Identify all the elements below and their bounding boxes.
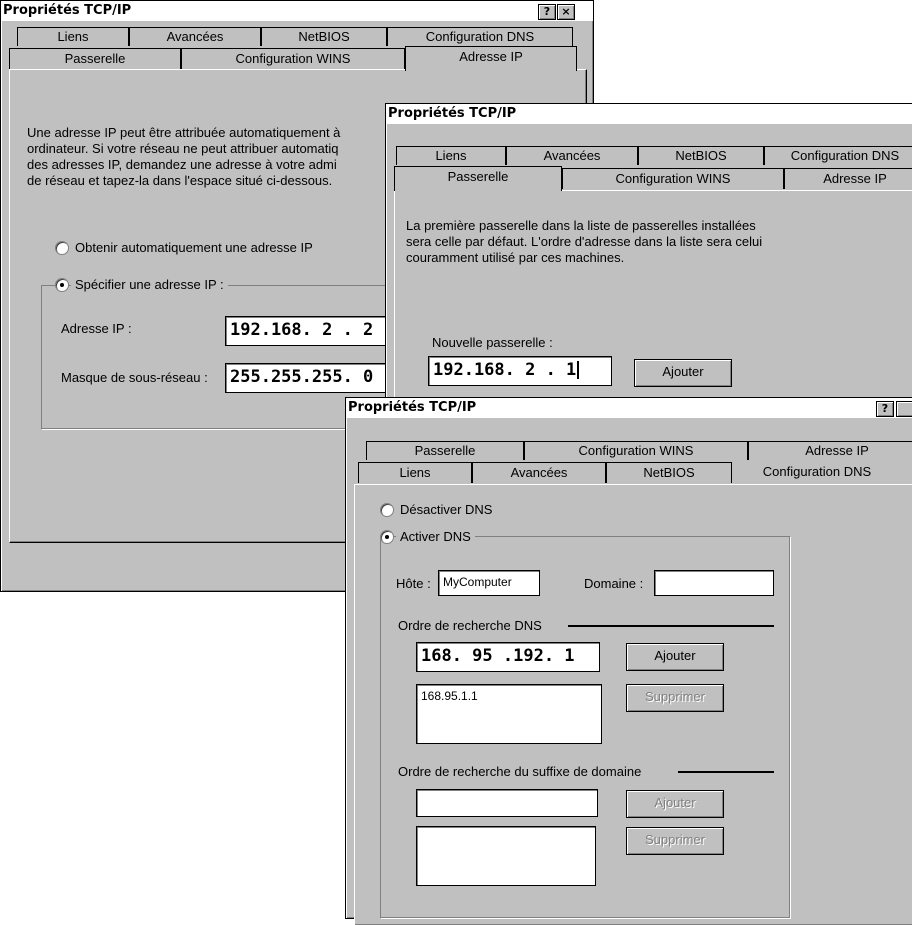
domain-field[interactable] <box>654 570 774 596</box>
subnet-mask-label: Masque de sous-réseau : <box>61 370 208 385</box>
dns-server-list[interactable] <box>416 684 602 744</box>
suffix-field[interactable] <box>416 789 598 817</box>
close-icon[interactable] <box>896 401 912 417</box>
tab-configuration-dns[interactable]: Configuration DNS <box>764 146 912 165</box>
gateway-value: 192.168. 2 . 1 <box>433 360 577 380</box>
tab-passerelle[interactable]: Passerelle <box>394 166 562 191</box>
domain-suffix-order-label: Ordre de recherche du suffixe de domaine <box>398 764 642 779</box>
tcpip-window-dns <box>345 397 912 919</box>
radio-specify-ip-label[interactable]: Spécifier une adresse IP : <box>71 277 228 292</box>
ip-address-field[interactable]: 192.168. 2 . 2 <box>225 316 431 346</box>
add-suffix-button[interactable]: Ajouter <box>626 790 724 818</box>
ip-address-label: Adresse IP : <box>61 321 132 336</box>
add-dns-button[interactable]: Ajouter <box>626 643 724 671</box>
radio-obtain-auto[interactable] <box>55 241 69 255</box>
tab-netbios[interactable]: NetBIOS <box>606 462 732 483</box>
tab-netbios[interactable]: NetBIOS <box>261 27 387 46</box>
radio-disable-dns[interactable] <box>380 503 394 517</box>
domain-label: Domaine : <box>584 576 644 591</box>
tab-adresse-ip[interactable]: Adresse IP <box>405 46 577 71</box>
help-button[interactable]: ? <box>876 401 894 417</box>
divider <box>568 625 774 627</box>
tab-passerelle[interactable]: Passerelle <box>366 441 524 460</box>
window-title: Propriétés TCP/IP <box>346 398 912 418</box>
radio-obtain-auto-label[interactable]: Obtenir automatiquement une adresse IP <box>75 240 313 255</box>
radio-enable-dns-label[interactable]: Activer DNS <box>396 529 475 544</box>
tcpip-window-gateway <box>385 103 912 435</box>
add-gateway-button[interactable]: Ajouter <box>634 359 732 387</box>
tab-configuration-wins[interactable]: Configuration WINS <box>562 168 784 189</box>
remove-suffix-button[interactable]: Supprimer <box>626 827 724 855</box>
close-icon[interactable]: × <box>557 4 575 20</box>
dns-server-field[interactable]: 168. 95 .192. 1 <box>416 642 600 672</box>
window-title: Propriétés TCP/IP <box>1 1 593 21</box>
radio-enable-dns[interactable] <box>380 530 394 544</box>
text-caret <box>577 361 579 379</box>
tab-avancees[interactable]: Avancées <box>506 146 638 165</box>
tab-configuration-wins[interactable]: Configuration WINS <box>524 441 748 460</box>
tab-liens[interactable]: Liens <box>17 27 129 46</box>
dns-search-order-label: Ordre de recherche DNS <box>398 618 542 633</box>
new-gateway-label: Nouvelle passerelle : <box>432 335 553 350</box>
tab-adresse-ip[interactable]: Adresse IP <box>748 441 912 460</box>
divider <box>678 771 774 773</box>
tab-liens[interactable]: Liens <box>396 146 506 165</box>
tab-liens[interactable]: Liens <box>358 462 472 483</box>
tab-avancees[interactable]: Avancées <box>129 27 261 46</box>
tab-configuration-dns[interactable]: Configuration DNS <box>387 27 573 46</box>
host-field[interactable]: MyComputer <box>438 570 540 596</box>
radio-specify-ip[interactable] <box>55 278 69 292</box>
radio-disable-dns-label[interactable]: Désactiver DNS <box>400 502 493 517</box>
tab-passerelle[interactable]: Passerelle <box>9 48 181 69</box>
window-title: Propriétés TCP/IP <box>386 104 912 124</box>
tab-configuration-wins[interactable]: Configuration WINS <box>181 48 405 69</box>
host-label: Hôte : <box>396 576 431 591</box>
remove-dns-button[interactable]: Supprimer <box>626 684 724 712</box>
tab-avancees[interactable]: Avancées <box>472 462 606 483</box>
subnet-mask-field[interactable]: 255.255.255. 0 <box>225 363 431 393</box>
help-button[interactable]: ? <box>538 4 556 20</box>
list-item[interactable]: 168.95.1.1 <box>421 689 478 703</box>
suffix-list[interactable] <box>416 826 596 886</box>
tab-netbios[interactable]: NetBIOS <box>638 146 764 165</box>
gateway-field[interactable] <box>428 356 612 386</box>
tab-adresse-ip[interactable]: Adresse IP <box>784 168 912 189</box>
description-text: La première passerelle dans la liste de passerelles installées sera celle par défaut. L'ordre d'adresse dans la liste sera celui couramment utilisé par ces machines. <box>406 218 763 265</box>
tab-configuration-dns[interactable]: Configuration DNS <box>732 460 902 484</box>
description-text: Une adresse IP peut être attribuée automatiquement à ordinateur. Si votre réseau ne peut attribuer automatiq des adresses IP, demandez une adresse à votre admi de réseau et tapez-la dans l'espace situé ci-dessous. <box>27 125 341 188</box>
